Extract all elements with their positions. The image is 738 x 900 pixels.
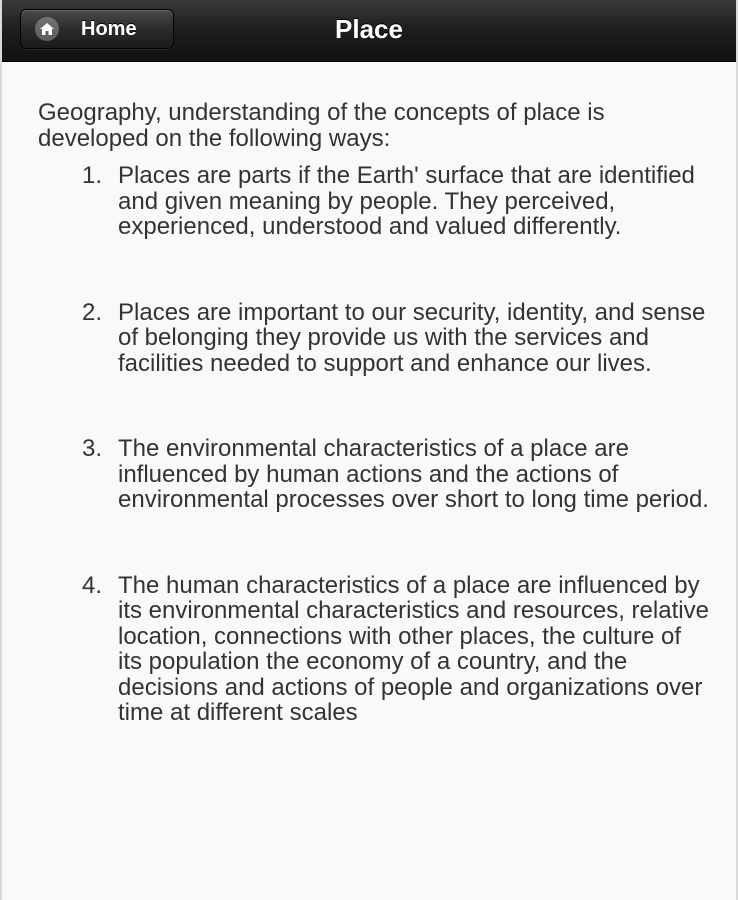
page-title: Place	[335, 14, 403, 44]
header-bar	[2, 0, 736, 62]
steps-list	[38, 163, 710, 726]
home-button-label: Home	[81, 17, 137, 40]
list-item: The human characteristics of a place are influenced by its environmental characteristics and resources, relative location, connections with other places, the culture of its population the economy of a country, and the decisions and actions of people and organizations over time at different scales	[118, 571, 709, 726]
home-button[interactable]	[20, 9, 174, 49]
list-item: The environmental characteristics of a place are influenced by human actions and the actions of environmental processes over short to long time period.	[118, 435, 709, 513]
list-item: Places are important to our security, identity, and sense of belonging they provide us with the services and facilities needed to support and enhance our lives.	[118, 298, 706, 377]
intro-text: Geography, understanding of the concepts of place is developed on the following ways:	[38, 99, 605, 152]
content-area	[2, 62, 736, 726]
list-item: Places are parts if the Earth' surface that are identified and given meaning by people. They perceived, experienced, understood and valued differently.	[118, 162, 695, 240]
home-icon	[35, 17, 59, 41]
